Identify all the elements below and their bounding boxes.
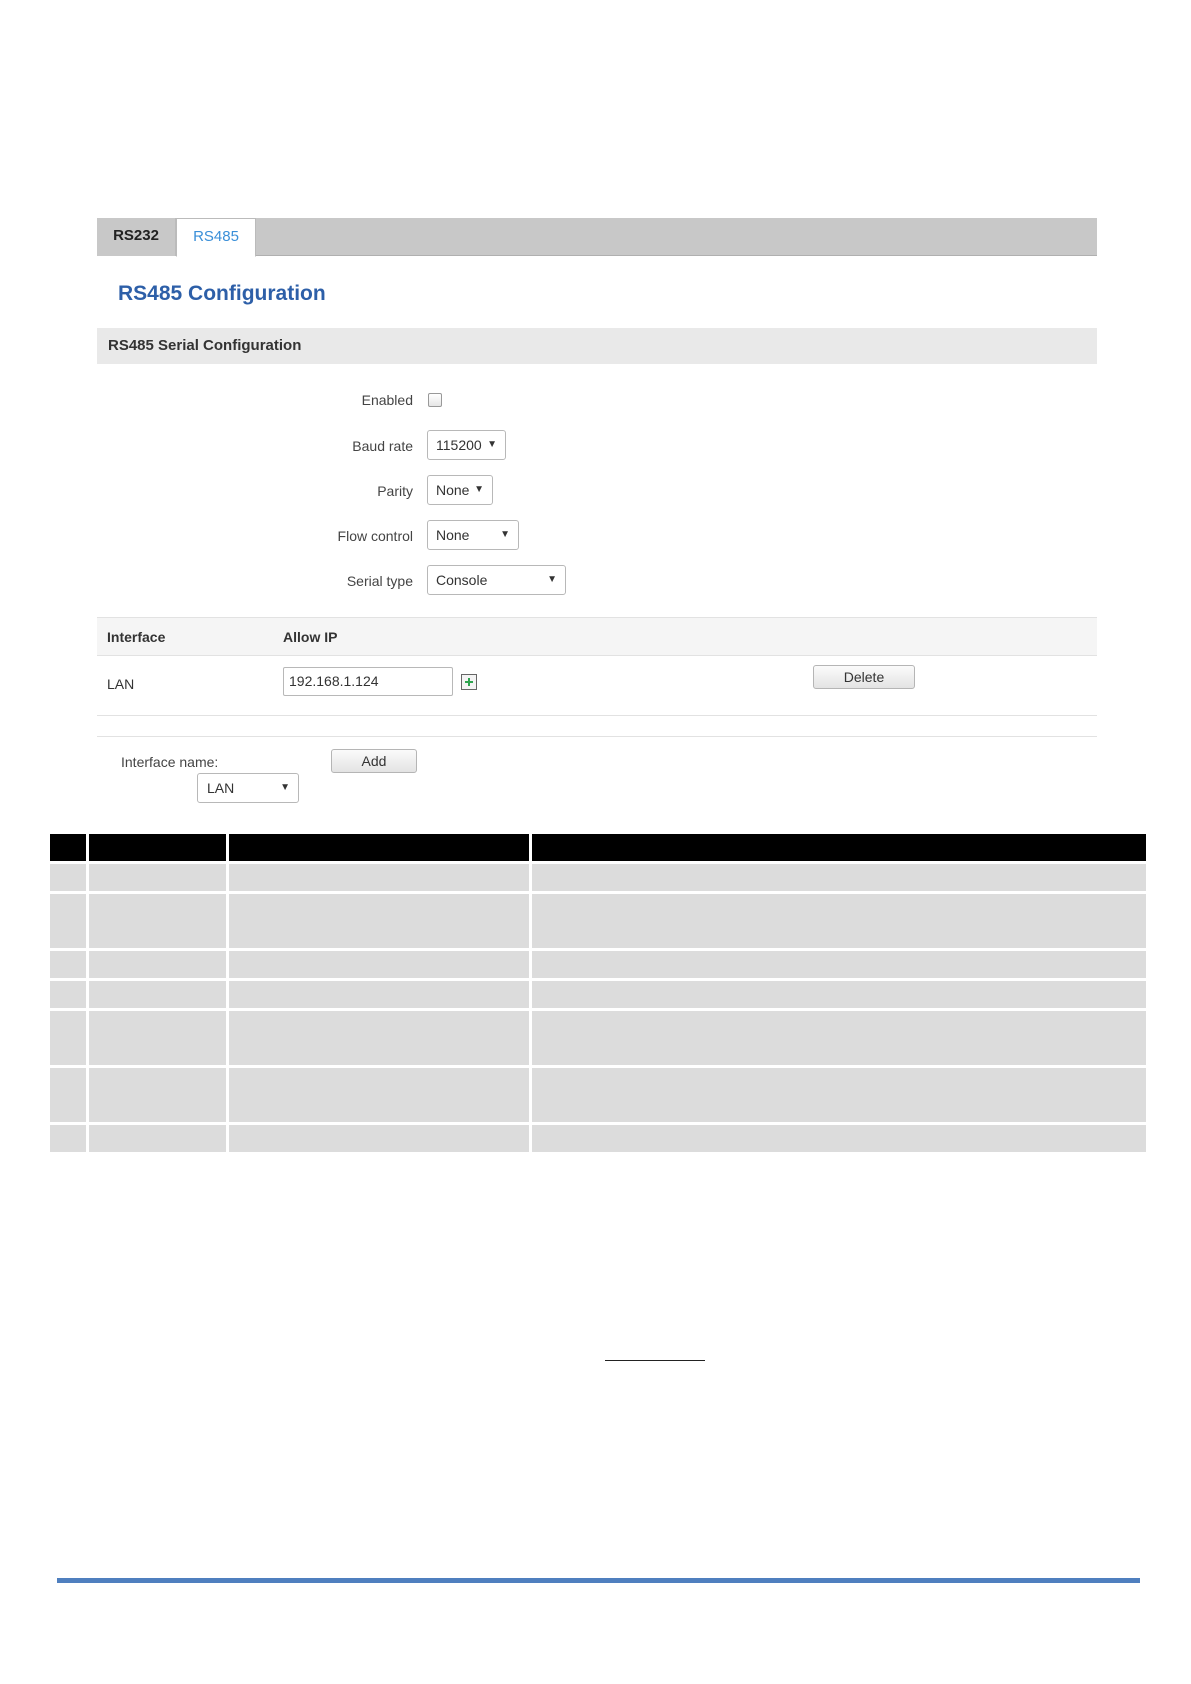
page-title: RS485 Configuration [118, 282, 326, 305]
parity-select[interactable] [427, 475, 493, 505]
parity-row [97, 475, 1097, 507]
serial-type-row [97, 565, 1097, 597]
enabled-row [97, 384, 1097, 416]
baud-rate-row [97, 430, 1097, 462]
interface-name-value: LAN [207, 780, 235, 796]
table-row [50, 864, 1146, 891]
parity-label: Parity [377, 483, 413, 499]
allow-ip-table-header [97, 617, 1097, 656]
chevron-down-icon: ▼ [487, 439, 497, 450]
row-interface-name: LAN [107, 676, 135, 692]
flow-control-label: Flow control [337, 528, 413, 544]
baud-rate-select[interactable] [427, 430, 506, 460]
table-row [50, 1125, 1146, 1152]
parity-value: None [436, 482, 470, 498]
tab-rs485[interactable]: RS485 [176, 218, 256, 257]
chevron-down-icon: ▼ [547, 574, 557, 585]
table-row [50, 1011, 1146, 1065]
parameter-table [47, 831, 1149, 1155]
table-header-row [50, 834, 1146, 861]
chevron-down-icon: ▼ [280, 782, 290, 793]
table-row [50, 1068, 1146, 1122]
column-allow-ip: Allow IP [283, 629, 338, 645]
interface-name-select[interactable] [197, 773, 299, 803]
serial-type-label: Serial type [346, 573, 413, 589]
allow-ip-input[interactable]: 192.168.1.124 [283, 667, 453, 696]
chevron-down-icon: ▼ [500, 529, 510, 540]
section-header: RS485 Serial Configuration [97, 328, 1097, 364]
table-row [50, 981, 1146, 1008]
baud-rate-value: 115200 [436, 437, 482, 453]
delete-button[interactable]: Delete [813, 665, 915, 689]
flow-control-value: None [436, 527, 470, 543]
serial-type-value: Console [436, 572, 488, 588]
table-row [50, 894, 1146, 948]
add-ip-icon[interactable] [461, 674, 477, 690]
enabled-checkbox[interactable] [428, 393, 442, 407]
interface-name-label: Interface name: [121, 754, 219, 770]
footer-bar [57, 1578, 1140, 1583]
column-interface: Interface [107, 629, 166, 645]
link-underline [605, 1360, 705, 1361]
tab-rs232[interactable]: RS232 [97, 218, 176, 256]
divider [97, 736, 1097, 737]
add-button[interactable]: Add [331, 749, 417, 773]
baud-rate-label: Baud rate [352, 438, 413, 454]
table-row [50, 951, 1146, 978]
chevron-down-icon: ▼ [474, 484, 484, 495]
flow-control-select[interactable] [427, 520, 519, 550]
table-row [97, 656, 1097, 716]
flow-control-row [97, 520, 1097, 552]
serial-type-select[interactable] [427, 565, 566, 595]
enabled-label: Enabled [361, 392, 413, 408]
tab-bar [97, 218, 1097, 256]
